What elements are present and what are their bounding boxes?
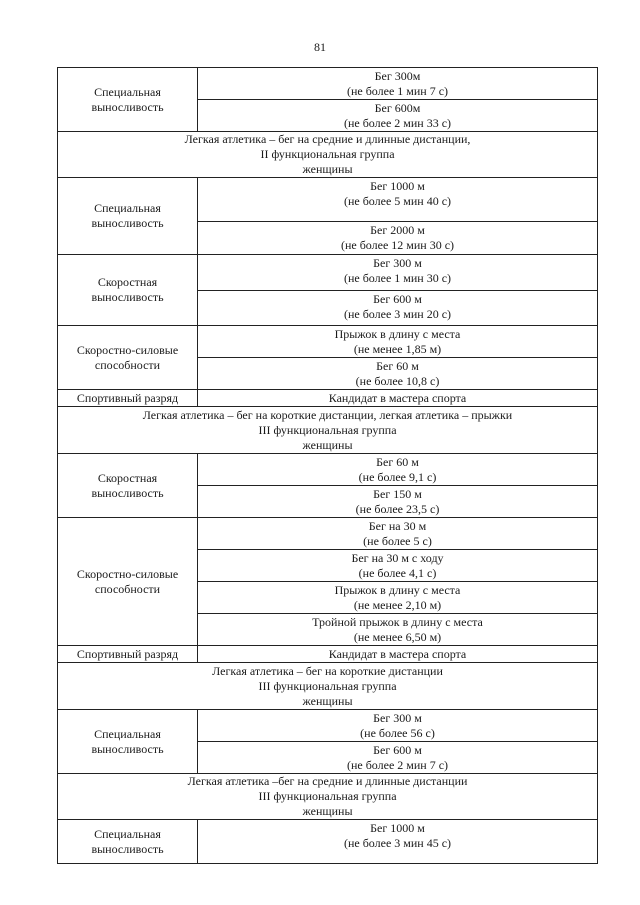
section-header-line: III функциональная группа xyxy=(258,422,397,437)
test-cell xyxy=(198,582,598,614)
test-line: (не более 4,1 с) xyxy=(358,566,437,580)
quality-cell xyxy=(58,178,198,255)
section-header-line: женщины xyxy=(302,437,353,452)
section-header-line: Легкая атлетика –бег на средние и длинные дистанции xyxy=(187,774,468,788)
test-line: Бег на 30 м xyxy=(368,519,427,533)
test-cell xyxy=(198,820,598,864)
test-cell xyxy=(198,255,598,291)
rank-row xyxy=(58,390,598,407)
quality-cell xyxy=(58,326,198,390)
quality-label: Специальная xyxy=(94,726,161,741)
test-line: Бег 300 м xyxy=(373,711,422,725)
test-line: (не более 1 мин 7 с) xyxy=(346,84,449,98)
rank-value-cell: Кандидат в мастера спорта xyxy=(198,390,598,407)
test-line: Бег 2000 м xyxy=(370,223,425,237)
section-row xyxy=(58,663,598,710)
table-row xyxy=(58,255,598,291)
section-header-line: Легкая атлетика – бег на короткие дистанции xyxy=(212,663,443,678)
test-cell xyxy=(198,518,598,550)
test-cell xyxy=(198,291,598,326)
test-line: (не более 3 мин 20 с) xyxy=(343,307,452,321)
test-line: Бег 300м xyxy=(374,69,421,83)
quality-cell xyxy=(58,454,198,518)
section-header-line: Легкая атлетика – бег на короткие дистанции, легкая атлетика – прыжки xyxy=(142,407,513,422)
quality-label: выносливость xyxy=(91,741,164,756)
test-cell xyxy=(198,358,598,390)
test-line: Бег 600 м xyxy=(373,292,422,306)
quality-label: выносливость xyxy=(91,216,164,230)
test-line: (не более 12 мин 30 с) xyxy=(340,238,455,252)
quality-cell xyxy=(58,820,198,864)
test-cell xyxy=(198,486,598,518)
test-cell xyxy=(198,100,598,132)
section-header-cell xyxy=(58,407,598,454)
test-line: (не более 56 с) xyxy=(360,726,435,740)
table-row xyxy=(58,68,598,100)
table-row xyxy=(58,178,598,222)
quality-label: Специальная xyxy=(94,84,161,99)
test-line: (не менее 2,10 м) xyxy=(353,598,442,612)
section-header-line: женщины xyxy=(302,693,353,708)
test-line: Бег 300 м xyxy=(373,256,422,270)
table-row xyxy=(58,518,598,550)
page-number: 81 xyxy=(314,40,326,54)
test-cell xyxy=(198,550,598,582)
test-cell xyxy=(198,178,598,222)
section-header-line: III функциональная группа xyxy=(258,789,397,803)
test-line: (не более 10,8 с) xyxy=(355,374,440,388)
section-header-line: женщины xyxy=(302,804,353,818)
table-row xyxy=(58,710,598,742)
quality-label: Скоростно-силовые xyxy=(76,566,179,581)
test-line: (не более 5 мин 40 с) xyxy=(343,194,452,208)
quality-cell xyxy=(58,255,198,326)
rank-value-cell: Кандидат в мастера спорта xyxy=(198,646,598,663)
quality-label: Скоростно-силовые xyxy=(76,342,179,357)
quality-label: выносливость xyxy=(91,290,164,304)
quality-label: Специальная xyxy=(94,826,161,841)
test-line: (не более 23,5 с) xyxy=(355,502,440,516)
quality-label: выносливость xyxy=(91,841,164,856)
test-cell xyxy=(198,742,598,774)
test-line: (не более 9,1 с) xyxy=(358,470,437,484)
section-header-line: женщины xyxy=(302,162,353,176)
test-line: (не более 2 мин 7 с) xyxy=(346,758,449,772)
section-row xyxy=(58,774,598,820)
table-row xyxy=(58,326,598,358)
test-line: Бег на 30 м с ходу xyxy=(351,551,444,565)
section-header-cell xyxy=(58,663,598,710)
test-line: Бег 1000 м xyxy=(370,179,425,193)
section-header-line: Легкая атлетика – бег на средние и длинные дистанции, xyxy=(184,132,471,146)
test-line: Бег 60 м xyxy=(376,455,419,469)
quality-cell xyxy=(58,518,198,646)
section-header-cell xyxy=(58,132,598,178)
quality-label: способности xyxy=(94,581,161,596)
quality-label: Скоростная xyxy=(97,275,158,289)
section-header-line: III функциональная группа xyxy=(258,678,397,693)
test-cell xyxy=(198,454,598,486)
rank-label-cell: Спортивный разряд xyxy=(58,390,198,407)
section-header-cell xyxy=(58,774,598,820)
norms-table-body xyxy=(58,68,598,864)
quality-label: выносливость xyxy=(91,485,164,500)
rank-row xyxy=(58,646,598,663)
test-line: (не менее 6,50 м) xyxy=(353,630,442,644)
test-line: Бег 60 м xyxy=(376,359,419,373)
quality-label: Специальная xyxy=(94,201,161,215)
test-cell xyxy=(198,222,598,255)
quality-cell xyxy=(58,68,198,132)
table-row xyxy=(58,454,598,486)
test-line: Бег 600 м xyxy=(373,743,422,757)
test-line: (не более 2 мин 33 с) xyxy=(343,116,452,130)
test-line: Бег 150 м xyxy=(373,487,422,501)
section-row xyxy=(58,132,598,178)
norms-table xyxy=(57,67,598,864)
test-line: Тройной прыжок в длину с места xyxy=(312,615,483,629)
test-line: Прыжок в длину с места xyxy=(334,583,461,597)
test-cell xyxy=(198,326,598,358)
section-header-line: II функциональная группа xyxy=(260,147,395,161)
quality-label: способности xyxy=(94,357,161,372)
test-line: (не менее 1,85 м) xyxy=(353,342,442,356)
section-row xyxy=(58,407,598,454)
rank-label-cell: Спортивный разряд xyxy=(58,646,198,663)
test-cell xyxy=(198,614,598,646)
test-cell xyxy=(198,710,598,742)
quality-cell xyxy=(58,710,198,774)
test-line: Прыжок в длину с места xyxy=(334,327,461,341)
test-line: (не более 1 мин 30 с) xyxy=(343,271,452,285)
test-line: Бег 600м xyxy=(374,101,421,115)
test-cell xyxy=(198,68,598,100)
quality-label: Скоростная xyxy=(97,470,158,485)
quality-label: выносливость xyxy=(91,99,164,114)
test-line: (не более 5 с) xyxy=(363,534,432,548)
test-line: Бег 1000 м xyxy=(370,821,425,835)
table-row xyxy=(58,820,598,864)
test-line: (не более 3 мин 45 с) xyxy=(343,836,452,850)
